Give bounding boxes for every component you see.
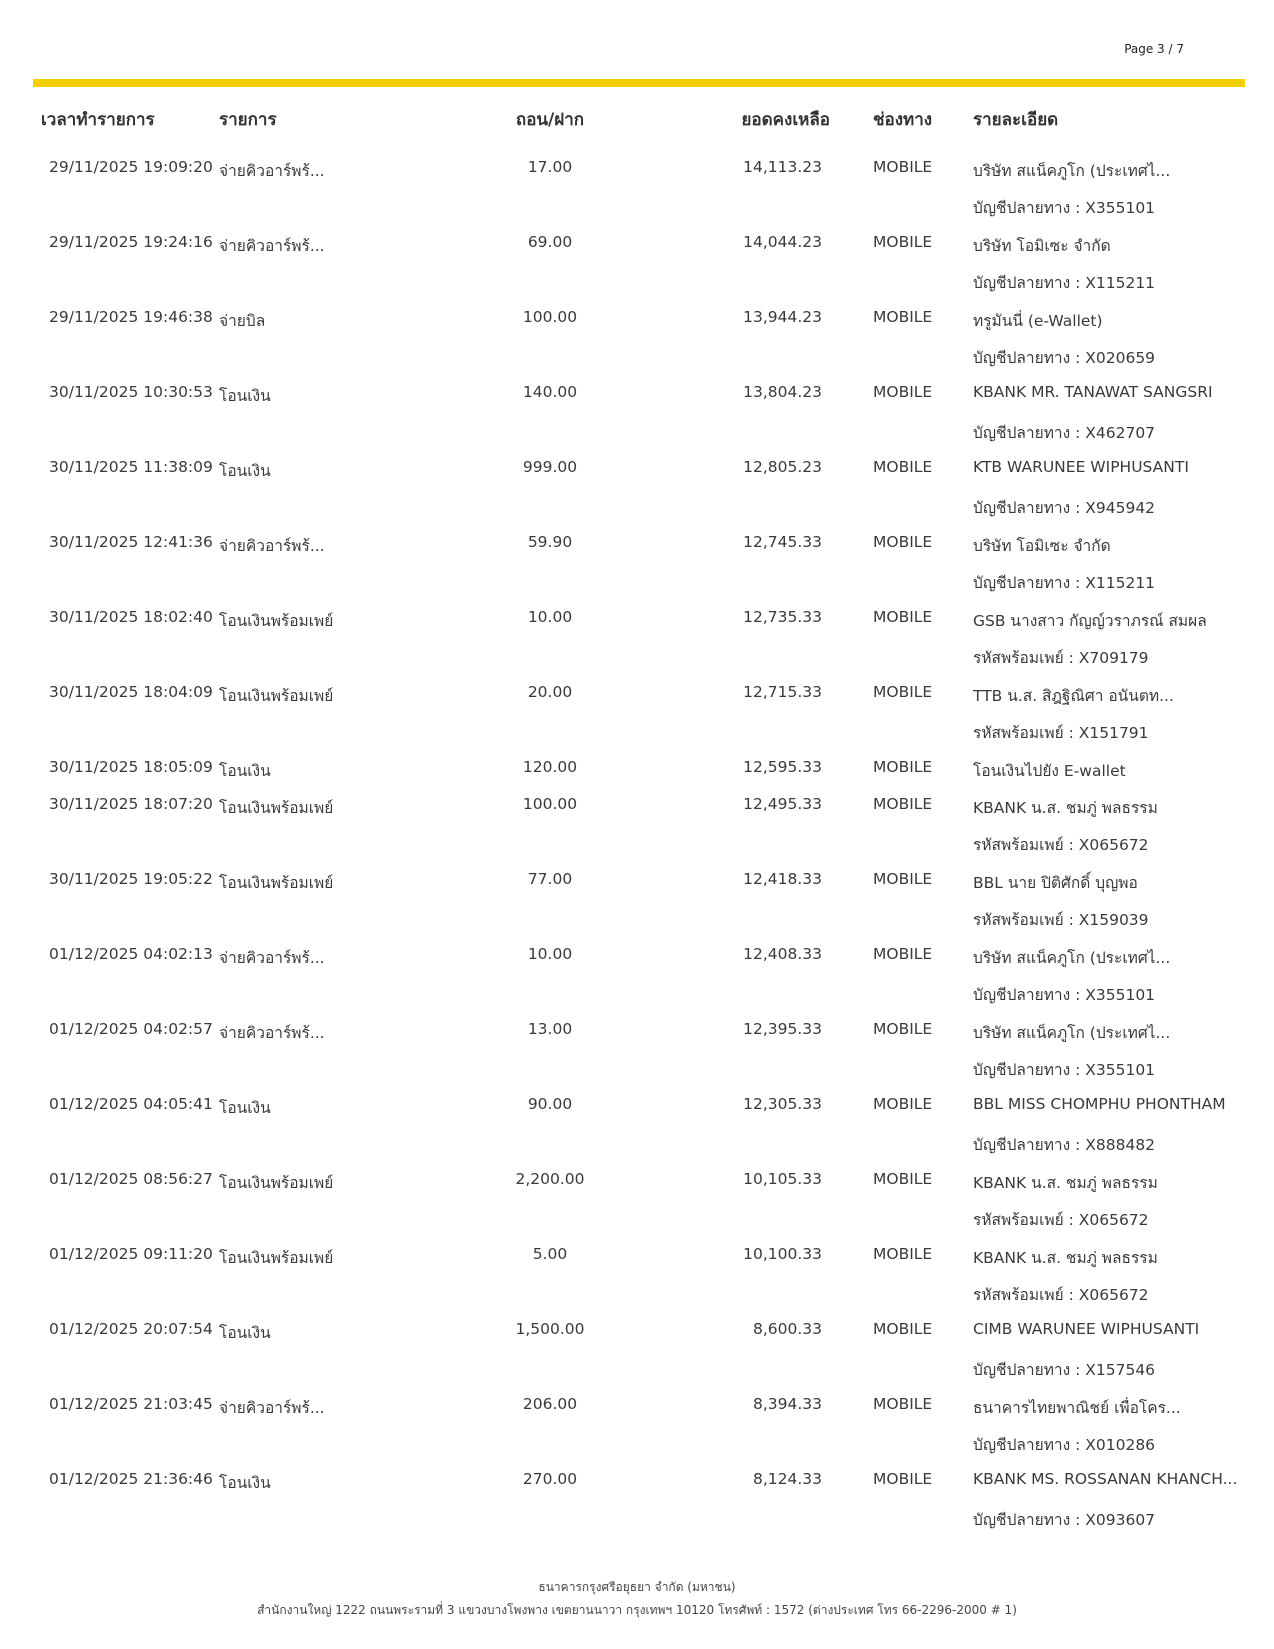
transaction-description: โอนเงินพร้อมเพย์ — [219, 874, 334, 892]
transaction-time: 01/12/2025 04:02:57 — [49, 1020, 213, 1038]
transaction-time: 01/12/2025 08:56:27 — [49, 1170, 213, 1188]
transaction-description: จ่ายคิวอาร์พร้... — [219, 237, 325, 255]
transaction-description: โอนเงิน — [219, 762, 271, 780]
transaction-reference: บัญชีปลายทาง : X157546 — [973, 1361, 1156, 1379]
transaction-channel: MOBILE — [873, 608, 933, 626]
transaction-balance: 12,418.33 — [743, 870, 822, 888]
transaction-detail: โอนเงินไปยัง E-wallet — [973, 762, 1126, 780]
transaction-channel: MOBILE — [873, 795, 933, 813]
transaction-detail: CIMB WARUNEE WIPHUSANTI — [973, 1320, 1200, 1338]
page-indicator: Page 3 / 7 — [1124, 42, 1184, 56]
transaction-description: จ่ายบิล — [219, 312, 266, 330]
transaction-amount: 2,200.00 — [515, 1170, 585, 1188]
transaction-detail: BBL MISS CHOMPHU PHONTHAM — [973, 1095, 1226, 1113]
transaction-amount: 10.00 — [527, 608, 573, 626]
transaction-amount: 17.00 — [527, 158, 573, 176]
transaction-balance: 12,735.33 — [743, 608, 822, 626]
transaction-amount: 120.00 — [522, 758, 578, 776]
transaction-row — [0, 937, 1274, 1012]
transaction-detail: KBANK น.ส. ชมภู่ พลธรรม — [973, 1174, 1158, 1192]
footer-address: สำนักงานใหญ่ 1222 ถนนพระรามที่ 3 แขวงบางโพงพาง เขตยานนาวา กรุงเทพฯ 10120 โทรศัพท์ : 1572 (ต่างประเทศ โทร 66-2296-2000 # 1) — [257, 1603, 1017, 1617]
transaction-reference: รหัสพร้อมเพย์ : X065672 — [973, 1211, 1149, 1229]
transaction-channel: MOBILE — [873, 1095, 933, 1113]
transaction-row — [0, 450, 1274, 525]
transaction-row — [0, 1237, 1274, 1312]
transaction-balance: 12,305.33 — [743, 1095, 822, 1113]
transaction-detail: KBANK น.ส. ชมภู่ พลธรรม — [973, 799, 1158, 817]
transaction-balance: 14,044.23 — [743, 233, 822, 251]
transaction-balance: 12,595.33 — [743, 758, 822, 776]
transaction-balance: 8,124.33 — [752, 1470, 822, 1488]
transaction-amount: 5.00 — [532, 1245, 568, 1263]
header-channel: ช่องทาง — [873, 110, 933, 130]
transaction-balance: 14,113.23 — [743, 158, 822, 176]
transaction-reference: รหัสพร้อมเพย์ : X151791 — [973, 724, 1149, 742]
transaction-channel: MOBILE — [873, 1020, 933, 1038]
transaction-balance: 8,600.33 — [752, 1320, 822, 1338]
transaction-detail: KBANK MS. ROSSANAN KHANCH... — [973, 1470, 1238, 1488]
transaction-time: 01/12/2025 04:02:13 — [49, 945, 213, 963]
transaction-detail: บริษัท โอมิเซะ จำกัด — [973, 537, 1111, 555]
transaction-channel: MOBILE — [873, 1395, 933, 1413]
transaction-detail: ทรูมันนี่ (e-Wallet) — [973, 312, 1103, 330]
transaction-description: จ่ายคิวอาร์พร้... — [219, 1024, 325, 1042]
transaction-description: โอนเงินพร้อมเพย์ — [219, 687, 334, 705]
transaction-detail: TTB น.ส. สิฎฐิณิศา อนันตท... — [973, 687, 1174, 705]
transaction-row — [0, 1387, 1274, 1462]
header-accent-bar — [33, 79, 1245, 87]
transaction-row — [0, 225, 1274, 300]
transaction-description: โอนเงิน — [219, 1474, 271, 1492]
transaction-reference: รหัสพร้อมเพย์ : X065672 — [973, 1286, 1149, 1304]
transaction-time: 01/12/2025 09:11:20 — [49, 1245, 213, 1263]
transaction-description: โอนเงินพร้อมเพย์ — [219, 612, 334, 630]
transaction-amount: 1,500.00 — [515, 1320, 585, 1338]
transaction-row — [0, 1162, 1274, 1237]
transaction-channel: MOBILE — [873, 1470, 933, 1488]
transaction-description: โอนเงินพร้อมเพย์ — [219, 1249, 334, 1267]
transaction-channel: MOBILE — [873, 945, 933, 963]
transaction-channel: MOBILE — [873, 308, 933, 326]
transaction-channel: MOBILE — [873, 383, 933, 401]
header-description: รายการ — [219, 110, 277, 130]
transaction-channel: MOBILE — [873, 233, 933, 251]
transaction-reference: บัญชีปลายทาง : X093607 — [973, 1511, 1156, 1529]
transaction-amount: 77.00 — [527, 870, 573, 888]
transaction-row — [0, 300, 1274, 375]
transaction-balance: 12,408.33 — [743, 945, 822, 963]
transaction-description: จ่ายคิวอาร์พร้... — [219, 162, 325, 180]
transaction-balance: 12,495.33 — [743, 795, 822, 813]
transaction-reference: รหัสพร้อมเพย์ : X159039 — [973, 911, 1149, 929]
transaction-amount: 69.00 — [527, 233, 573, 251]
transaction-reference: รหัสพร้อมเพย์ : X065672 — [973, 836, 1149, 854]
transaction-detail: บริษัท สแน็คภูโก (ประเทศไ... — [973, 949, 1171, 967]
transaction-list — [0, 150, 1274, 1537]
transaction-reference: บัญชีปลายทาง : X115211 — [973, 274, 1156, 292]
transaction-balance: 12,745.33 — [743, 533, 822, 551]
transaction-reference: บัญชีปลายทาง : X888482 — [973, 1136, 1156, 1154]
transaction-amount: 140.00 — [522, 383, 578, 401]
transaction-description: โอนเงิน — [219, 462, 271, 480]
transaction-channel: MOBILE — [873, 458, 933, 476]
transaction-row — [0, 525, 1274, 600]
transaction-channel: MOBILE — [873, 1170, 933, 1188]
transaction-time: 01/12/2025 21:03:45 — [49, 1395, 213, 1413]
transaction-reference: รหัสพร้อมเพย์ : X709179 — [973, 649, 1149, 667]
transaction-reference: บัญชีปลายทาง : X355101 — [973, 1061, 1156, 1079]
transaction-description: จ่ายคิวอาร์พร้... — [219, 1399, 325, 1417]
transaction-row — [0, 1462, 1274, 1537]
transaction-description: โอนเงินพร้อมเพย์ — [219, 1174, 334, 1192]
transaction-row — [0, 675, 1274, 750]
transaction-description: จ่ายคิวอาร์พร้... — [219, 949, 325, 967]
transaction-time: 29/11/2025 19:09:20 — [49, 158, 213, 176]
transaction-time: 01/12/2025 21:36:46 — [49, 1470, 213, 1488]
transaction-amount: 90.00 — [527, 1095, 573, 1113]
transaction-balance: 13,804.23 — [743, 383, 822, 401]
transaction-time: 01/12/2025 04:05:41 — [49, 1095, 213, 1113]
transaction-balance: 13,944.23 — [743, 308, 822, 326]
transaction-time: 30/11/2025 18:05:09 — [49, 758, 213, 776]
transaction-row — [0, 750, 1274, 787]
transaction-row — [0, 1012, 1274, 1087]
transaction-amount: 10.00 — [527, 945, 573, 963]
transaction-channel: MOBILE — [873, 1245, 933, 1263]
transaction-channel: MOBILE — [873, 758, 933, 776]
transaction-amount: 100.00 — [522, 308, 578, 326]
transaction-balance: 10,100.33 — [743, 1245, 822, 1263]
transaction-detail: ธนาคารไทยพาณิชย์ เพื่อโคร... — [973, 1399, 1181, 1417]
transaction-detail: บริษัท สแน็คภูโก (ประเทศไ... — [973, 162, 1171, 180]
transaction-detail: KBANK MR. TANAWAT SANGSRI — [973, 383, 1213, 401]
transaction-channel: MOBILE — [873, 533, 933, 551]
transaction-row — [0, 1087, 1274, 1162]
transaction-description: โอนเงินพร้อมเพย์ — [219, 799, 334, 817]
transaction-reference: บัญชีปลายทาง : X945942 — [973, 499, 1156, 517]
transaction-row — [0, 862, 1274, 937]
transaction-reference: บัญชีปลายทาง : X462707 — [973, 424, 1156, 442]
transaction-reference: บัญชีปลายทาง : X020659 — [973, 349, 1156, 367]
footer-bank-name: ธนาคารกรุงศรีอยุธยา จำกัด (มหาชน) — [538, 1580, 736, 1594]
transaction-row — [0, 1312, 1274, 1387]
transaction-channel: MOBILE — [873, 158, 933, 176]
transaction-channel: MOBILE — [873, 683, 933, 701]
transaction-time: 29/11/2025 19:24:16 — [49, 233, 213, 251]
transaction-time: 29/11/2025 19:46:38 — [49, 308, 213, 326]
table-header — [0, 106, 1274, 136]
transaction-row — [0, 600, 1274, 675]
header-time: เวลาทำรายการ — [41, 110, 155, 130]
transaction-amount: 999.00 — [522, 458, 578, 476]
transaction-amount: 13.00 — [527, 1020, 573, 1038]
header-details: รายละเอียด — [973, 110, 1059, 130]
transaction-time: 30/11/2025 12:41:36 — [49, 533, 213, 551]
transaction-amount: 206.00 — [522, 1395, 578, 1413]
transaction-balance: 12,715.33 — [743, 683, 822, 701]
transaction-balance: 12,395.33 — [743, 1020, 822, 1038]
transaction-balance: 12,805.23 — [743, 458, 822, 476]
transaction-reference: บัญชีปลายทาง : X115211 — [973, 574, 1156, 592]
transaction-time: 30/11/2025 18:02:40 — [49, 608, 213, 626]
transaction-time: 30/11/2025 19:05:22 — [49, 870, 213, 888]
transaction-reference: บัญชีปลายทาง : X010286 — [973, 1436, 1156, 1454]
transaction-row — [0, 787, 1274, 862]
transaction-amount: 100.00 — [522, 795, 578, 813]
transaction-detail: KBANK น.ส. ชมภู่ พลธรรม — [973, 1249, 1158, 1267]
transaction-detail: บริษัท สแน็คภูโก (ประเทศไ... — [973, 1024, 1171, 1042]
transaction-detail: บริษัท โอมิเซะ จำกัด — [973, 237, 1111, 255]
transaction-amount: 20.00 — [527, 683, 573, 701]
transaction-time: 01/12/2025 20:07:54 — [49, 1320, 213, 1338]
transaction-balance: 8,394.33 — [752, 1395, 822, 1413]
header-amount: ถอน/ฝาก — [515, 110, 585, 130]
transaction-channel: MOBILE — [873, 870, 933, 888]
transaction-time: 30/11/2025 18:04:09 — [49, 683, 213, 701]
transaction-detail: BBL นาย ปิติศักดิ์ บุญพอ — [973, 874, 1138, 892]
transaction-description: โอนเงิน — [219, 1099, 271, 1117]
transaction-detail: GSB นางสาว กัญญ์วราภรณ์ สมผล — [973, 612, 1207, 630]
transaction-reference: บัญชีปลายทาง : X355101 — [973, 199, 1156, 217]
transaction-balance: 10,105.33 — [743, 1170, 822, 1188]
transaction-time: 30/11/2025 18:07:20 — [49, 795, 213, 813]
transaction-description: จ่ายคิวอาร์พร้... — [219, 537, 325, 555]
transaction-amount: 270.00 — [522, 1470, 578, 1488]
transaction-reference: บัญชีปลายทาง : X355101 — [973, 986, 1156, 1004]
header-balance: ยอดคงเหลือ — [741, 110, 830, 130]
transaction-row — [0, 375, 1274, 450]
transaction-channel: MOBILE — [873, 1320, 933, 1338]
transaction-time: 30/11/2025 11:38:09 — [49, 458, 213, 476]
transaction-description: โอนเงิน — [219, 387, 271, 405]
transaction-row — [0, 150, 1274, 225]
transaction-detail: KTB WARUNEE WIPHUSANTI — [973, 458, 1189, 476]
transaction-time: 30/11/2025 10:30:53 — [49, 383, 213, 401]
transaction-amount: 59.90 — [527, 533, 573, 551]
transaction-description: โอนเงิน — [219, 1324, 271, 1342]
